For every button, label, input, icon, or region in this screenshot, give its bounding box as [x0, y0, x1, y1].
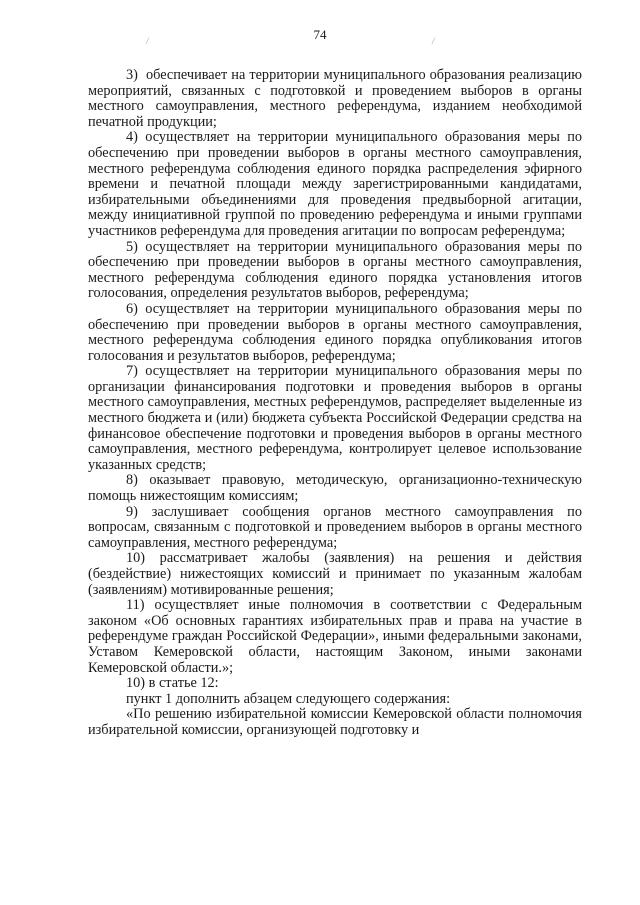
paragraph-item-8: 8) оказывает правовую, методическую, организационно-техническую помощь нижестоящим комиссиям;	[88, 472, 582, 505]
page-number: 74	[313, 27, 327, 42]
amendment-instruction: пункт 1 дополнить абзацем следующего содержания:	[126, 690, 451, 707]
paragraph-item-3: 3) обеспечивает на территории муниципального образования реализацию мероприятий, связанных с подготовкой и проведением выборов в органы местного самоуправления, местного референдума, изданием необходимой печатной продукции;	[88, 67, 582, 130]
scan-mark: /	[432, 36, 435, 46]
amendment-article-12: 10) в статье 12:	[126, 675, 219, 692]
paragraph-item-6: 6) осуществляет на территории муниципального образования меры по обеспечению при проведении выборов в органы местного самоуправления, местного референдума соблюдения единого порядка опубликования итогов голосования и результатов выборов, референдума;	[88, 300, 582, 364]
amendment-text: «По решению избирательной комиссии Кемеровской области полномочия избирательной комиссии, организующей подготовку и	[88, 706, 582, 738]
paragraph-item-9: 9) заслушивает сообщения органов местного самоуправления по вопросам, связанным с подготовкой и проведением выборов в органы местного самоуправления, местного референдума;	[88, 503, 582, 551]
paragraph-item-4: 4) осуществляет на территории муниципального образования меры по обеспечению при проведении выборов в органы местного самоуправления, местного референдума соблюдения единого порядка распределения эфирного времени и печатной площади между зарегистрированными кандидатами, избирательными объединениями для проведения предвыборной агитации, между инициативной группой по проведению референдума и иными группами участников референдума для проведения агитации по вопросам референдума;	[88, 129, 582, 239]
paragraph-item-11: 11) осуществляет иные полномочия в соответствии с Федеральным законом «Об основных гарантиях избирательных прав и права на участие в референдуме граждан Российской Федерации», иными федеральными законами, Уставом Кемеровской области, настоящим Законом, иными законами Кемеровской области.»;	[88, 597, 582, 676]
paragraph-item-10: 10) рассматривает жалобы (заявления) на решения и действия (бездействие) нижестоящих комиссий и принимает по указанным жалобам (заявлениям) мотивированные решения;	[88, 550, 582, 598]
paragraph-item-5: 5) осуществляет на территории муниципального образования меры по обеспечению при проведении выборов в органы местного самоуправления, местного референдума соблюдения единого порядка установления итогов голосования, определения результатов выборов, референдума;	[88, 238, 582, 302]
document-body	[88, 68, 582, 739]
scan-mark: /	[146, 36, 149, 46]
paragraph-item-7: 7) осуществляет на территории муниципального образования меры по организации финансирования подготовки и проведения выборов в органы местного самоуправления, местных референдумов, распределяет выделенные из местного бюджета и (или) бюджета субъекта Российской Федерации средства на финансовое обеспечение подготовки и проведения выборов в органы местного самоуправления, местного референдума, контролирует целевое использование указанных средств;	[88, 363, 582, 473]
